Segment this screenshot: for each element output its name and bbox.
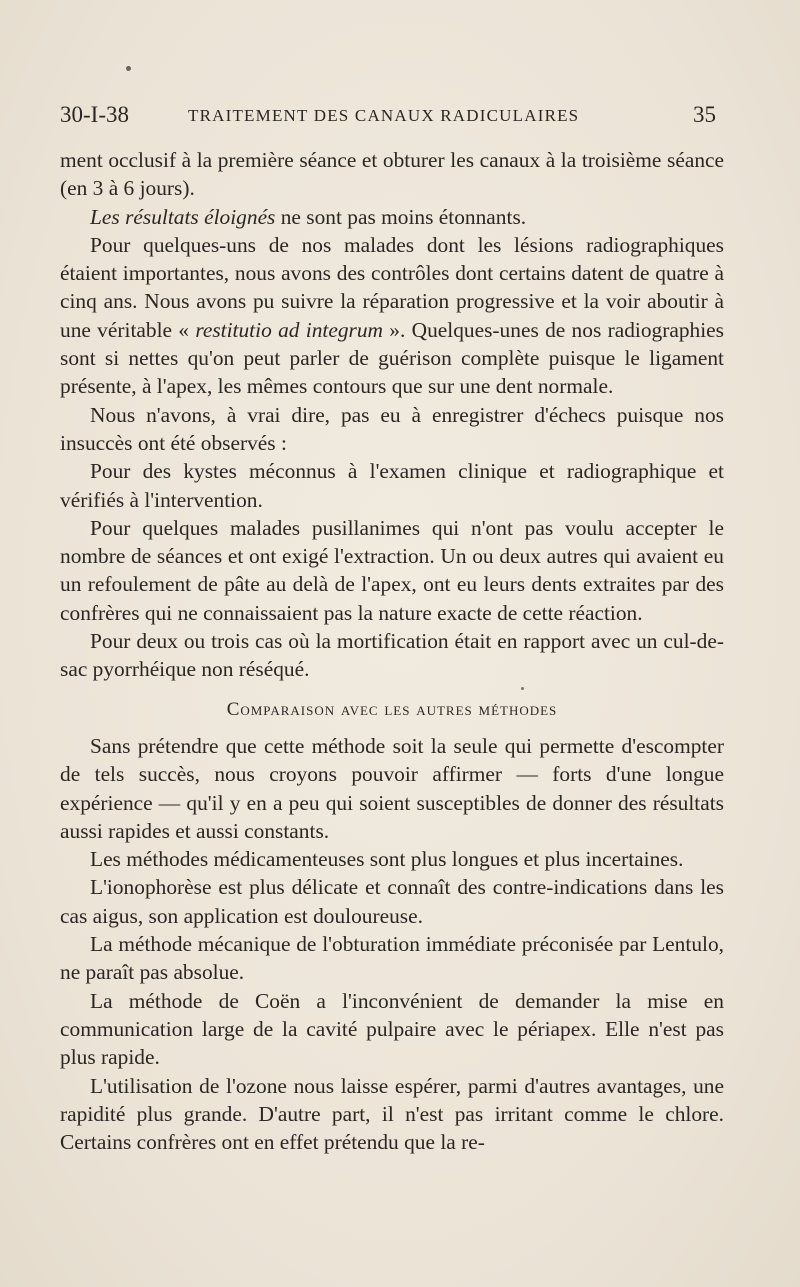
paragraph: La méthode de Coën a l'inconvénient de demander la mise en communication large de la cavité pulpaire avec le périapex. Elle n'est pas plus rapide.	[60, 988, 724, 1070]
paragraph	[60, 203, 724, 231]
paragraph: Pour deux ou trois cas où la mortification était en rapport avec un cul-de-sac pyorrhéique non réséqué.	[60, 629, 724, 682]
paragraph: La méthode mécanique de l'obturation immédiate préconisée par Lentulo, ne paraît pas absolue.	[60, 932, 724, 985]
italic-phrase: Les résultats éloignés	[90, 204, 276, 229]
paragraph: Pour des kystes méconnus à l'examen clinique et radiographique et vérifiés à l'intervention.	[60, 459, 724, 512]
paragraph: Les méthodes médicamenteuses sont plus longues et plus incertaines.	[90, 847, 684, 872]
paragraph-text: ne sont pas moins étonnants.	[275, 204, 527, 229]
page-number: 35	[693, 102, 716, 127]
paragraph-text: Pour quelques-uns de nos malades dont les lésions radiographiques étaient importantes, nous avons des contrôles dont certains datent de quatre à cinq ans. Nous avons pu suivre la réparation progressive et la voir aboutir à une véritable «	[60, 232, 724, 342]
paragraph-text: ». Quelques-unes de nos radiographies sont si nettes qu'on peut parler de guérison complète puisque le ligament présente, à l'apex, les mêmes contours que sur une dent normale.	[60, 317, 724, 399]
paragraph: ment occlusif à la première séance et obturer les canaux à la troisième séance (en 3 à 6 jours).	[60, 148, 724, 201]
paragraph: L'utilisation de l'ozone nous laisse espérer, parmi d'autres avantages, une rapidité plus grande. D'autre part, il n'est pas irritant comme le chlore. Certains confrères ont en effet prétendu que la re-	[60, 1073, 724, 1155]
header-title: TRAITEMENT DES CANAUX RADICULAIRES	[188, 106, 580, 125]
paragraph: L'ionophorèse est plus délicate et connaît des contre-indications dans les cas aigus, son application est douloureuse.	[60, 875, 724, 928]
section-heading: Comparaison avec les autres méthodes	[226, 698, 558, 720]
body-text	[60, 146, 724, 1156]
ink-speck	[126, 66, 131, 71]
running-header	[60, 102, 716, 132]
paragraph: Pour quelques malades pusillanimes qui n'ont pas voulu accepter le nombre de séances et ont exigé l'extraction. Un ou deux autres qui avaient eu un refoulement de pâte au delà de l'apex, ont eu leurs dents extraites par des confrères qui ne connaissaient pas la nature exacte de cette réaction.	[60, 515, 724, 625]
paragraph	[60, 231, 724, 401]
paragraph: Nous n'avons, à vrai dire, pas eu à enregistrer d'échecs puisque nos insuccès ont été observés :	[60, 402, 724, 455]
header-reference: 30-I-38	[60, 102, 129, 127]
italic-phrase: restitutio ad integrum	[195, 317, 383, 342]
paragraph: Sans prétendre que cette méthode soit la seule qui permette d'escompter de tels succès, nous croyons pouvoir affirmer — forts d'une longue expérience — qu'il y en a peu qui soient susceptibles de donner des résultats aussi rapides et aussi constants.	[60, 733, 724, 843]
